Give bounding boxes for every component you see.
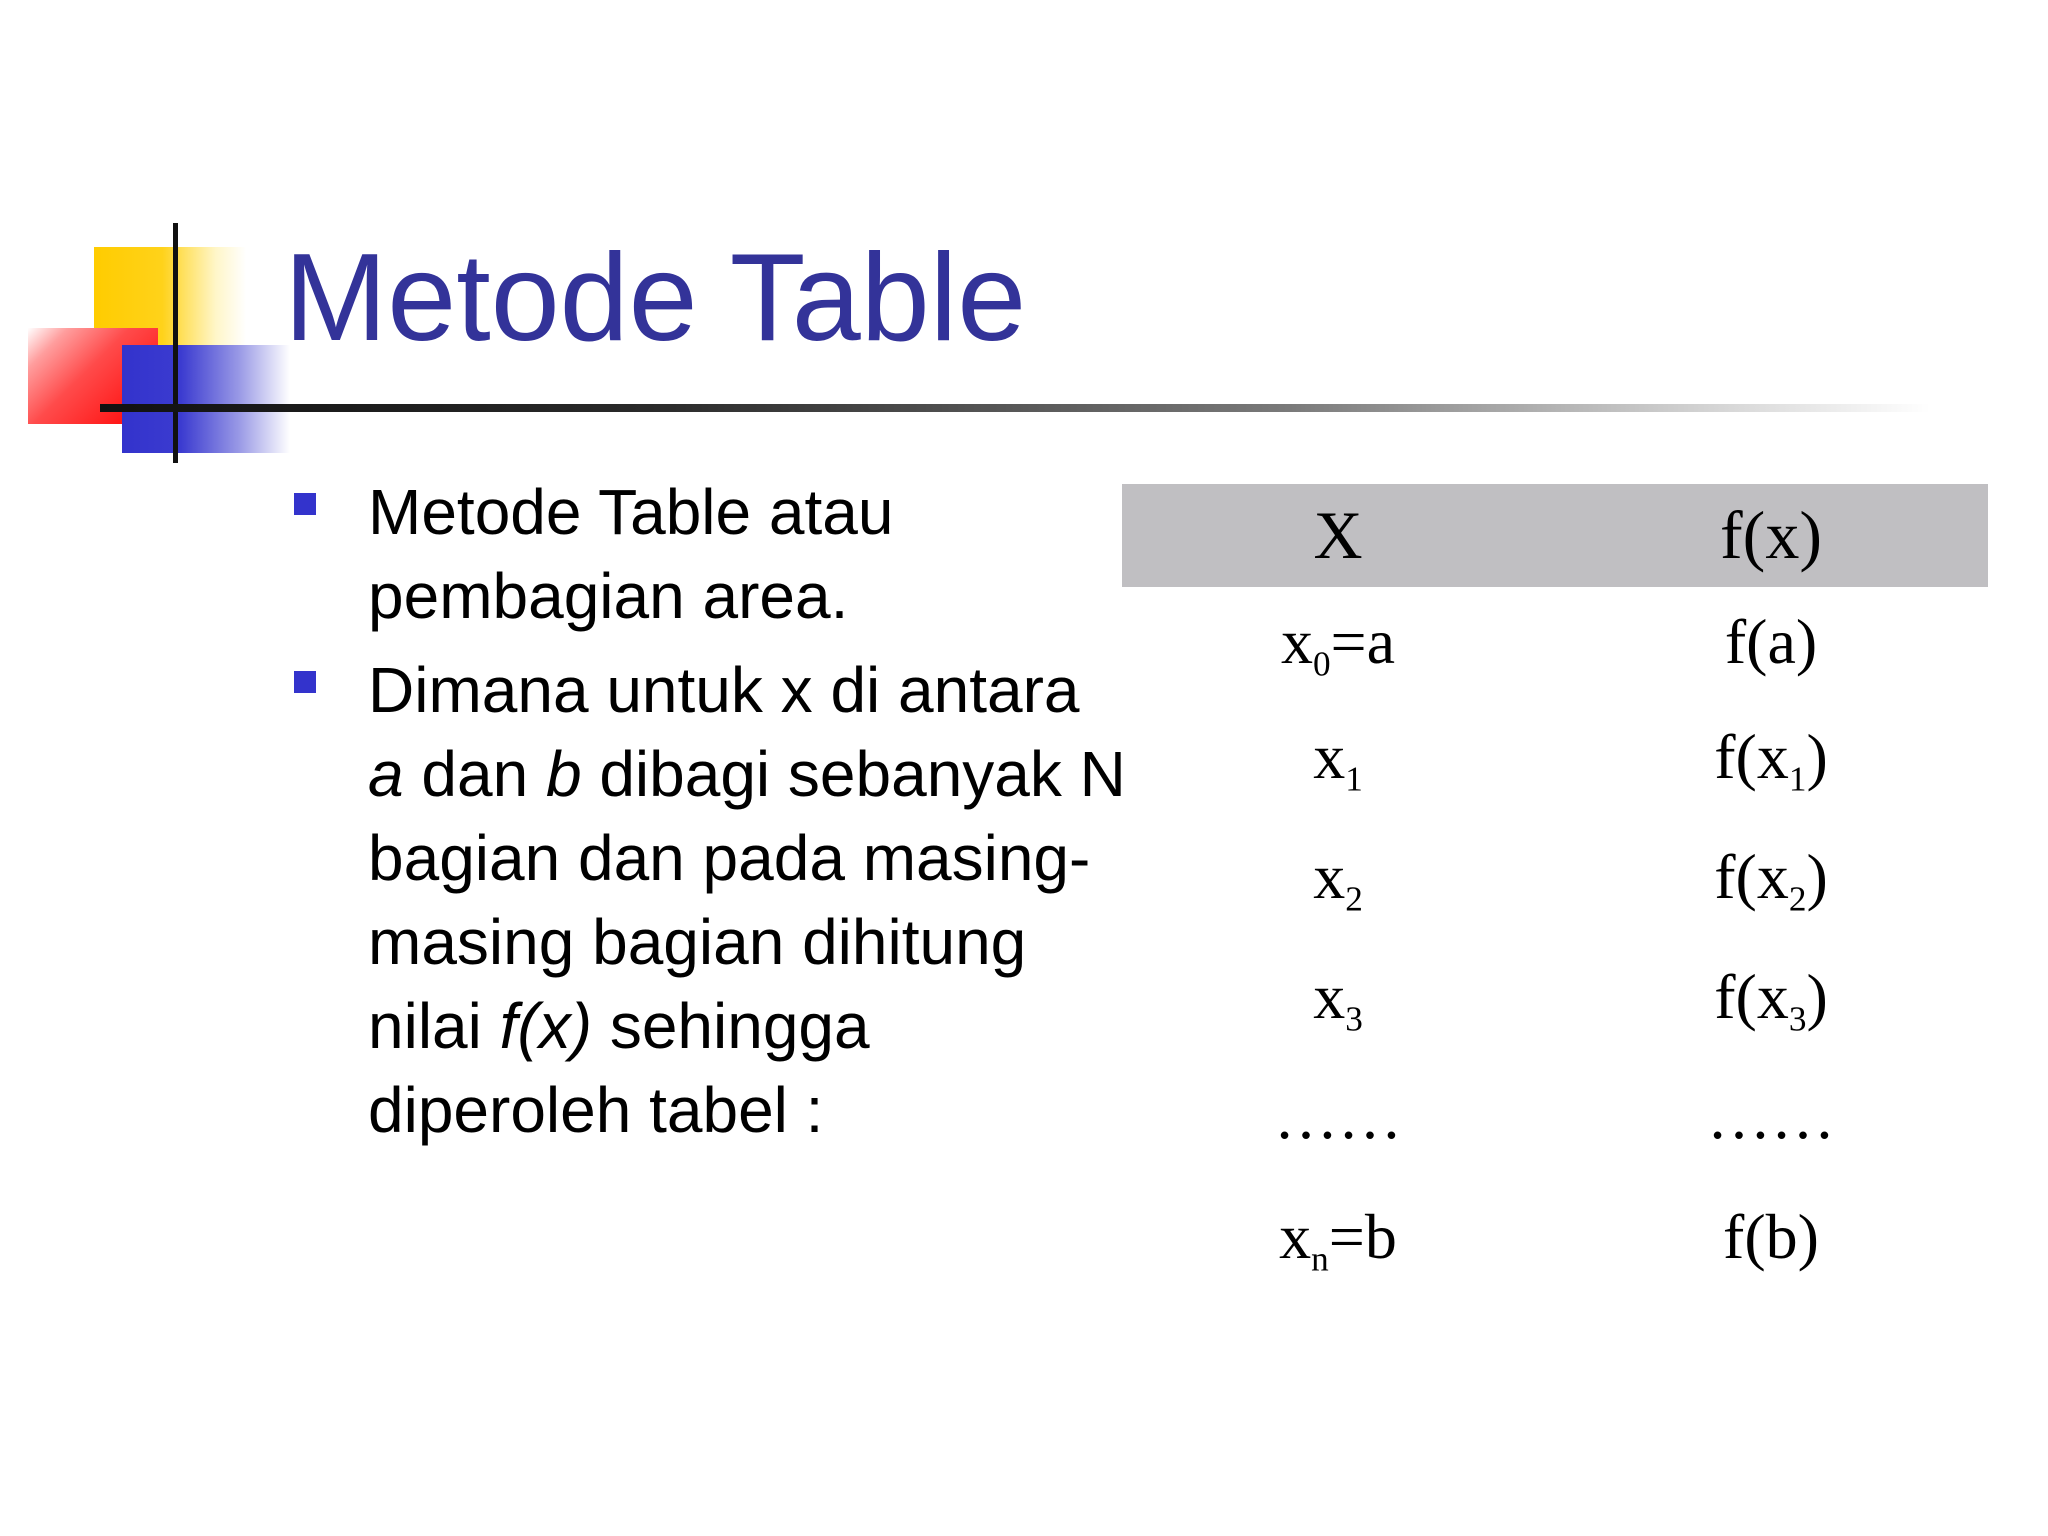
bullet-item-1 — [290, 470, 1130, 638]
bullet-var-fx: f(x) — [499, 990, 593, 1062]
bullet-text-part: dibagi sebanyak N bagian dan pada masing-masing bagian dihitung nilai — [368, 738, 1126, 1062]
table-cell-fx: …… — [1707, 1081, 1835, 1152]
table-header-row — [1122, 484, 1988, 587]
table-row — [1122, 1177, 1988, 1297]
table-row — [1122, 697, 1988, 817]
table-cell-x: $x_n=b$ — [1279, 1201, 1397, 1279]
values-table — [1122, 484, 1988, 1297]
table-cell-fx: $f(x_2)$ — [1714, 841, 1828, 919]
table-cell-x: $x_1$ — [1313, 721, 1363, 799]
table-cell-fx: $f(x_1)$ — [1714, 721, 1828, 799]
square-bullet-icon — [294, 493, 316, 515]
square-bullet-icon — [294, 671, 316, 693]
table-header-fx: f(x) — [1720, 497, 1822, 573]
table-cell-x: $x_3$ — [1313, 961, 1363, 1039]
table-row — [1122, 1057, 1988, 1177]
table-cell-fx: f(a) — [1724, 606, 1818, 677]
table-cell-x: …… — [1274, 1081, 1402, 1152]
bullet-list — [290, 470, 1130, 1162]
title-underline-rule — [100, 404, 1930, 412]
slide-title: Metode Table — [284, 229, 1027, 367]
logo-vertical-line — [173, 223, 178, 463]
table-cell-x: $x_2$ — [1313, 841, 1363, 919]
table-row — [1122, 587, 1988, 697]
table-row — [1122, 817, 1988, 937]
bullet-item-2 — [290, 648, 1130, 1152]
bullet-text-part: Dimana untuk x di antara — [368, 654, 1080, 726]
bullet-var-a: a — [368, 738, 404, 810]
table-cell-x: $x_0=a$ — [1280, 606, 1396, 684]
table-cell-fx: f(b) — [1723, 1201, 1819, 1272]
table-row — [1122, 937, 1988, 1057]
bullet-text: Metode Table atau pembagian area. — [368, 476, 894, 632]
bullet-text-part: sehingga diperoleh tabel : — [368, 990, 870, 1146]
table-header-x: X — [1313, 497, 1363, 573]
bullet-text-part: dan — [403, 738, 546, 810]
table-cell-fx: $f(x_3)$ — [1714, 961, 1828, 1039]
logo-blue-square — [122, 345, 290, 453]
bullet-var-b: b — [545, 738, 582, 810]
